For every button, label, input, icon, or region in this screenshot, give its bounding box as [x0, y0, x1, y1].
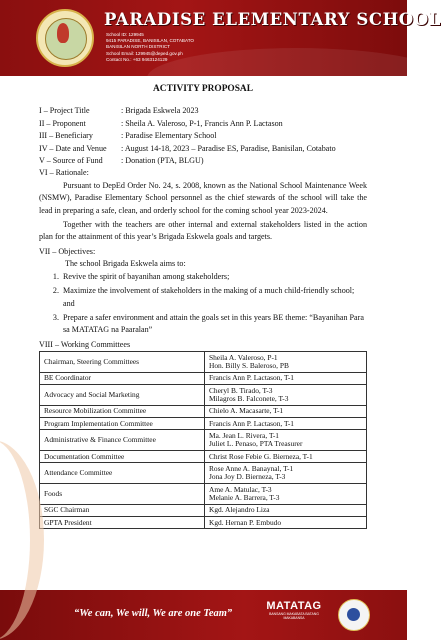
table-row [40, 517, 367, 529]
committee-member: Milagros B. Falconete, T-3 [209, 393, 289, 403]
committees-heading: VIII – Working Committees [39, 339, 131, 349]
rationale-paragraph-1: Pursuant to DepEd Order No. 24, s. 2008, known as the National School Maintenance Week (NSMW), Paradise Elementary School personnel as the chief stewards of the school will take the lead in preparing a safe, clean, and orderly school for the coming school year 2023-2024. [39, 180, 367, 215]
table-row [40, 372, 367, 384]
project-fields [39, 105, 367, 167]
table-row [40, 430, 367, 451]
school-id: School ID: 129945 [106, 32, 144, 37]
committee-member: Christ Rose Febie G. Bierneza, T-1 [209, 451, 313, 461]
school-header-banner [0, 0, 441, 76]
school-address: 9415 PARADISE, BANISILAN, COTABATO [106, 38, 194, 44]
table-row [40, 352, 367, 373]
objective-item: 3. Prepare a safer environment and attain the goals set in this years BE theme: “Bayanihan Para sa MATATAG na Paaralan” [61, 312, 367, 337]
committee-members [205, 430, 367, 451]
school-name: PARADISE ELEMENTARY SCHOOL [104, 10, 441, 29]
field-value: : Sheila A. Valeroso, P-1, Francis Ann P. Lactason [121, 118, 283, 128]
table-row [40, 484, 367, 505]
committee-member: Juliet L. Penaso, PTA Treasurer [209, 439, 303, 449]
objective-item: 1. Revive the spirit of bayanihan among stakeholders; [61, 271, 367, 283]
table-row [40, 405, 367, 417]
seal-core [347, 608, 360, 621]
footer-banner [0, 590, 407, 640]
objective-item: 2. Maximize the involvement of stakeholders in the making of a much child-friendly school; and [61, 285, 367, 310]
field-value: : August 14-18, 2023 – Paradise ES, Paradise, Banisilan, Cotabato [121, 143, 336, 153]
matatag-tagline: BANSANG MAKABATA BATANG MAKABANSA [269, 612, 319, 620]
school-district: BANISILAN NORTH DISTRICT [106, 44, 170, 50]
committee-members [205, 418, 367, 430]
committee-members [205, 405, 367, 417]
committee-member: Sheila A. Valeroso, P-1 [209, 352, 278, 362]
rationale-paragraph-2: Together with the teachers are other internal and external stakeholders listed in the action plan for the attainment of this year’s Brigada Eskwela goals and targets. [39, 220, 367, 242]
school-email: School Email: 129945@deped.gov.ph [106, 50, 183, 56]
deped-seal-logo [338, 599, 370, 631]
committee-name: Administrative & Finance Committee [40, 430, 205, 451]
objectives-intro: The school Brigada Eskwela aims to: [65, 259, 186, 269]
field-date-venue [39, 143, 367, 155]
footer-decoration [0, 440, 44, 640]
committee-name: Chairman, Steering Committees [40, 352, 205, 373]
committee-member: Chielo A. Macasarte, T-1 [209, 406, 284, 416]
footer-slogan: “We can, We will, We are one Team” [74, 608, 233, 619]
table-row [40, 385, 367, 406]
school-info [106, 32, 194, 63]
committee-member: Kgd. Hernan P. Embudo [209, 517, 282, 527]
field-key: I – Project Title [39, 106, 90, 116]
document-body [39, 76, 367, 529]
committee-name: GPTA President [40, 517, 205, 529]
document-title: ACTIVITY PROPOSAL [153, 84, 253, 94]
committee-member: Hon. Billy S. Baleroso, PB [209, 360, 289, 370]
objectives-list [39, 271, 367, 337]
committee-name: Documentation Committee [40, 451, 205, 463]
matatag-logo [262, 600, 326, 620]
committee-name: BE Coordinator [40, 372, 205, 384]
table-row [40, 463, 367, 484]
field-value: : Donation (PTA, BLGU) [121, 156, 204, 166]
committee-member: Francis Ann P. Lactason, T-1 [209, 373, 294, 383]
field-value: : Brigada Eskwela 2023 [121, 106, 199, 116]
committee-member: Francis Ann P. Lactason, T-1 [209, 418, 294, 428]
table-row [40, 504, 367, 516]
field-beneficiary [39, 130, 367, 142]
field-value: : Paradise Elementary School [121, 131, 217, 141]
committee-members [205, 372, 367, 384]
committee-member: Rose Anne A. Banaynal, T-1 [209, 464, 294, 474]
committee-members [205, 385, 367, 406]
committee-name: Program Implementation Committee [40, 418, 205, 430]
committee-members [205, 484, 367, 505]
field-key: III – Beneficiary [39, 131, 93, 141]
committees-table [39, 351, 367, 529]
committee-members [205, 451, 367, 463]
committee-name: Foods [40, 484, 205, 505]
school-contact: Contact No.: +63 9463124129 [106, 56, 168, 62]
field-key: V – Source of Fund [39, 156, 103, 166]
committee-member: Melanie A. Barrera, T-3 [209, 492, 280, 502]
rationale-heading: VI – Rationale: [39, 168, 89, 178]
committee-members [205, 504, 367, 516]
committee-name: Resource Mobilization Committee [40, 405, 205, 417]
field-source-of-fund [39, 155, 367, 167]
committee-name: Advocacy and Social Marketing [40, 385, 205, 406]
committee-member: Ma. Jean L. Rivera, T-1 [209, 431, 279, 441]
school-seal-logo [36, 9, 94, 67]
committee-members [205, 463, 367, 484]
torch-icon [57, 23, 69, 43]
field-project-title [39, 105, 367, 117]
committee-members [205, 517, 367, 529]
table-row [40, 451, 367, 463]
committee-member: Cheryl B. Tirado, T-3 [209, 385, 273, 395]
matatag-wordmark: MATATAG [266, 600, 322, 612]
committee-name: SGC Chairman [40, 504, 205, 516]
field-proponent [39, 118, 367, 130]
objectives-heading: VII – Objectives: [39, 246, 96, 256]
committee-member: Jona Joy D. Bierneza, T-3 [209, 472, 286, 482]
table-row [40, 418, 367, 430]
committee-member: Kgd. Alejandro Liza [209, 505, 270, 515]
committee-member: Ame A. Matulac, T-3 [209, 484, 272, 494]
committee-members [205, 352, 367, 373]
field-key: II – Proponent [39, 118, 86, 128]
field-key: IV – Date and Venue [39, 143, 107, 153]
committee-name: Attendance Committee [40, 463, 205, 484]
